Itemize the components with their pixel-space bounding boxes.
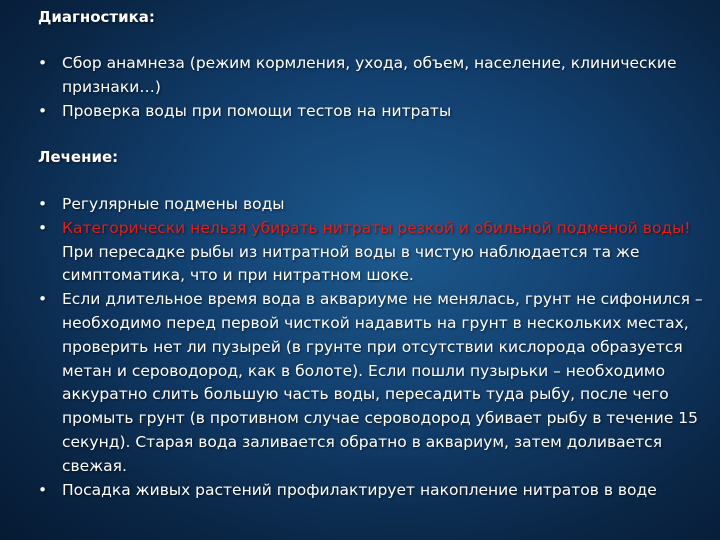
warning-text: Категорически нельзя убирать нитраты резкой и обильной подменой воды! [62,218,691,237]
diagnosis-item-text: Сбор анамнеза (режим кормления, ухода, объем, население, клинические признаки…) [62,54,677,96]
treatment-item [38,288,703,478]
bullet-icon: • [38,195,48,213]
diagnosis-item [38,52,703,100]
diagnosis-list [38,52,703,123]
bullet-icon: • [38,54,48,72]
diagnosis-item-text: Проверка воды при помощи тестов на нитраты [62,101,452,120]
bullet-icon: • [38,480,48,499]
bullet-icon: • [38,290,48,309]
treatment-item [38,217,703,288]
treatment-list [38,193,703,502]
treatment-item-text: Посадка живых растений профилактирует накопление нитратов в воде [62,480,657,499]
treatment-item [38,479,703,503]
diagnosis-item [38,100,703,124]
treatment-item [38,193,703,217]
bullet-icon: • [38,218,48,237]
treatment-item-text: Если длительное время вода в аквариуме не менялась, грунт не сифонился – необходимо перед первой чисткой надавить на грунт в нескольких местах, проверить нет ли пузырей (в грунте при отсутствии кислорода образуется метан и сероводород, как в болоте). Если пошли пузырьки – необходимо аккуратно слить большую часть воды, пересадить туда рыбу, после чего промыть грунт (в противном случае сероводород убивает рыбу в течение 15 секунд). Старая вода заливается обратно в аквариум, затем доливается свежая. [62,290,703,475]
treatment-heading: Лечение: [38,148,119,166]
treatment-item-text: Регулярные подмены воды [62,195,285,213]
treatment-item-text: При пересадке рыбы из нитратной воды в чистую наблюдается та же симптоматика, что и при нитратном шоке. [62,242,640,285]
diagnosis-heading: Диагностика: [38,8,155,26]
bullet-icon: • [38,101,48,120]
